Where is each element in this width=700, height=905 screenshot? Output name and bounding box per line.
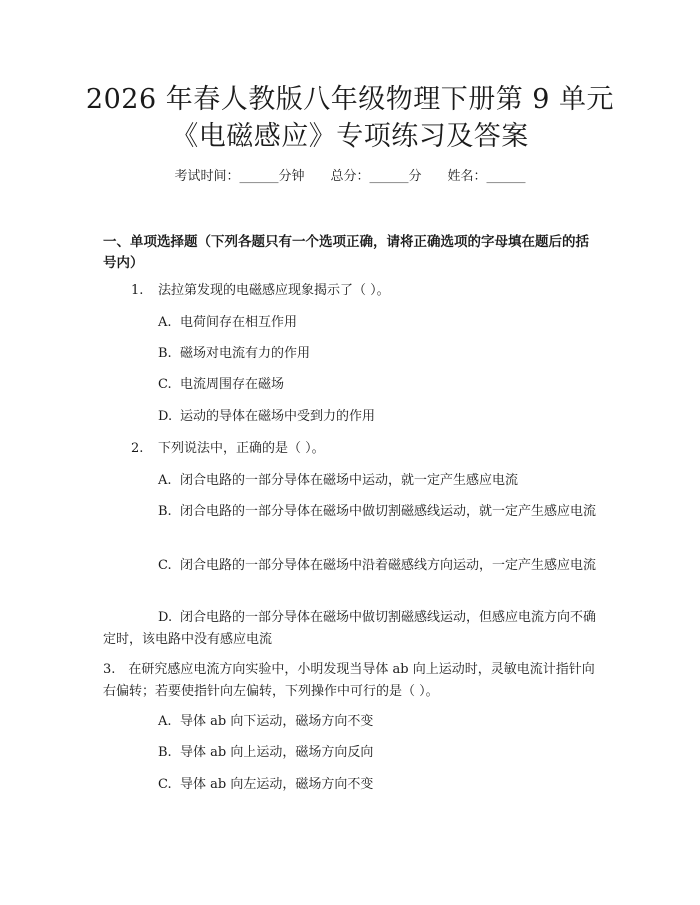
question-2-option-c — [103, 555, 597, 577]
option-text: 运动的导体在磁场中受到力的作用 — [180, 409, 376, 424]
option-text: 闭合电路的一部分导体在磁场中沿着磁感线方向运动，一定产生感应电流 — [180, 558, 597, 573]
option-letter: A. — [158, 473, 172, 488]
question-2-option-a — [103, 470, 597, 492]
exam-time-field: 考试时间：______分钟 — [174, 169, 305, 184]
option-text: 电流周围存在磁场 — [180, 377, 285, 392]
question-2 — [103, 438, 597, 460]
question-2-option-b — [103, 501, 597, 523]
question-1-option-c — [103, 374, 597, 396]
question-1-option-a — [103, 312, 597, 334]
option-letter: A. — [158, 315, 172, 330]
student-name-field: 姓名：______ — [447, 169, 526, 184]
question-1 — [103, 280, 597, 302]
option-letter: A. — [158, 714, 172, 729]
option-text: 磁场对电流有力的作用 — [180, 346, 311, 361]
option-text: 导体 ab 向下运动，磁场方向不变 — [180, 714, 374, 729]
question-3-option-c — [103, 774, 597, 796]
question-number: 3. — [103, 662, 116, 677]
option-letter: C. — [158, 558, 172, 573]
question-1-option-d — [103, 406, 597, 428]
exam-info-line — [0, 170, 700, 183]
option-letter: B. — [158, 504, 172, 519]
total-score-field: 总分：______分 — [330, 169, 422, 184]
document-title-line1: 2026 年春人教版八年级物理下册第 9 单元 — [85, 84, 615, 115]
option-letter: C. — [158, 777, 172, 792]
question-number: 2. — [131, 441, 144, 456]
section-heading: 一、单项选择题（下列各题只有一个选项正确，请将正确选项的字母填在题后的括号内） — [103, 234, 589, 271]
option-letter: D. — [158, 610, 173, 625]
question-1-option-b — [103, 343, 597, 365]
option-text: 闭合电路的一部分导体在磁场中做切割磁感线运动，但感应电流方向不确定时，该电路中没有感应电流 — [103, 610, 597, 647]
option-text: 导体 ab 向左运动，磁场方向不变 — [180, 777, 374, 792]
option-letter: C. — [158, 377, 172, 392]
question-text: 法拉第发现的电磁感应现象揭示了（ ）。 — [158, 283, 390, 298]
option-letter: D. — [158, 409, 173, 424]
question-3-option-a — [103, 711, 597, 733]
question-text: 在研究感应电流方向实验中，小明发现当导体 ab 向上运动时，灵敏电流计指针向右偏转；若要使指针向左偏转，下列操作中可行的是（ ）。 — [103, 662, 595, 699]
document-title-line2: 《电磁感应》专项练习及答案 — [171, 121, 529, 152]
option-text: 闭合电路的一部分导体在磁场中做切割磁感线运动，就一定产生感应电流 — [180, 504, 597, 519]
option-text: 电荷间存在相互作用 — [180, 315, 298, 330]
question-3 — [103, 659, 597, 703]
option-text: 闭合电路的一部分导体在磁场中运动，就一定产生感应电流 — [180, 473, 519, 488]
question-2-option-d — [103, 607, 597, 651]
question-text: 下列说法中，正确的是（ ）。 — [158, 441, 325, 456]
option-text: 导体 ab 向上运动，磁场方向反向 — [180, 745, 374, 760]
option-letter: B. — [158, 346, 172, 361]
option-letter: B. — [158, 745, 172, 760]
question-3-option-b — [103, 742, 597, 764]
question-number: 1. — [131, 283, 144, 298]
